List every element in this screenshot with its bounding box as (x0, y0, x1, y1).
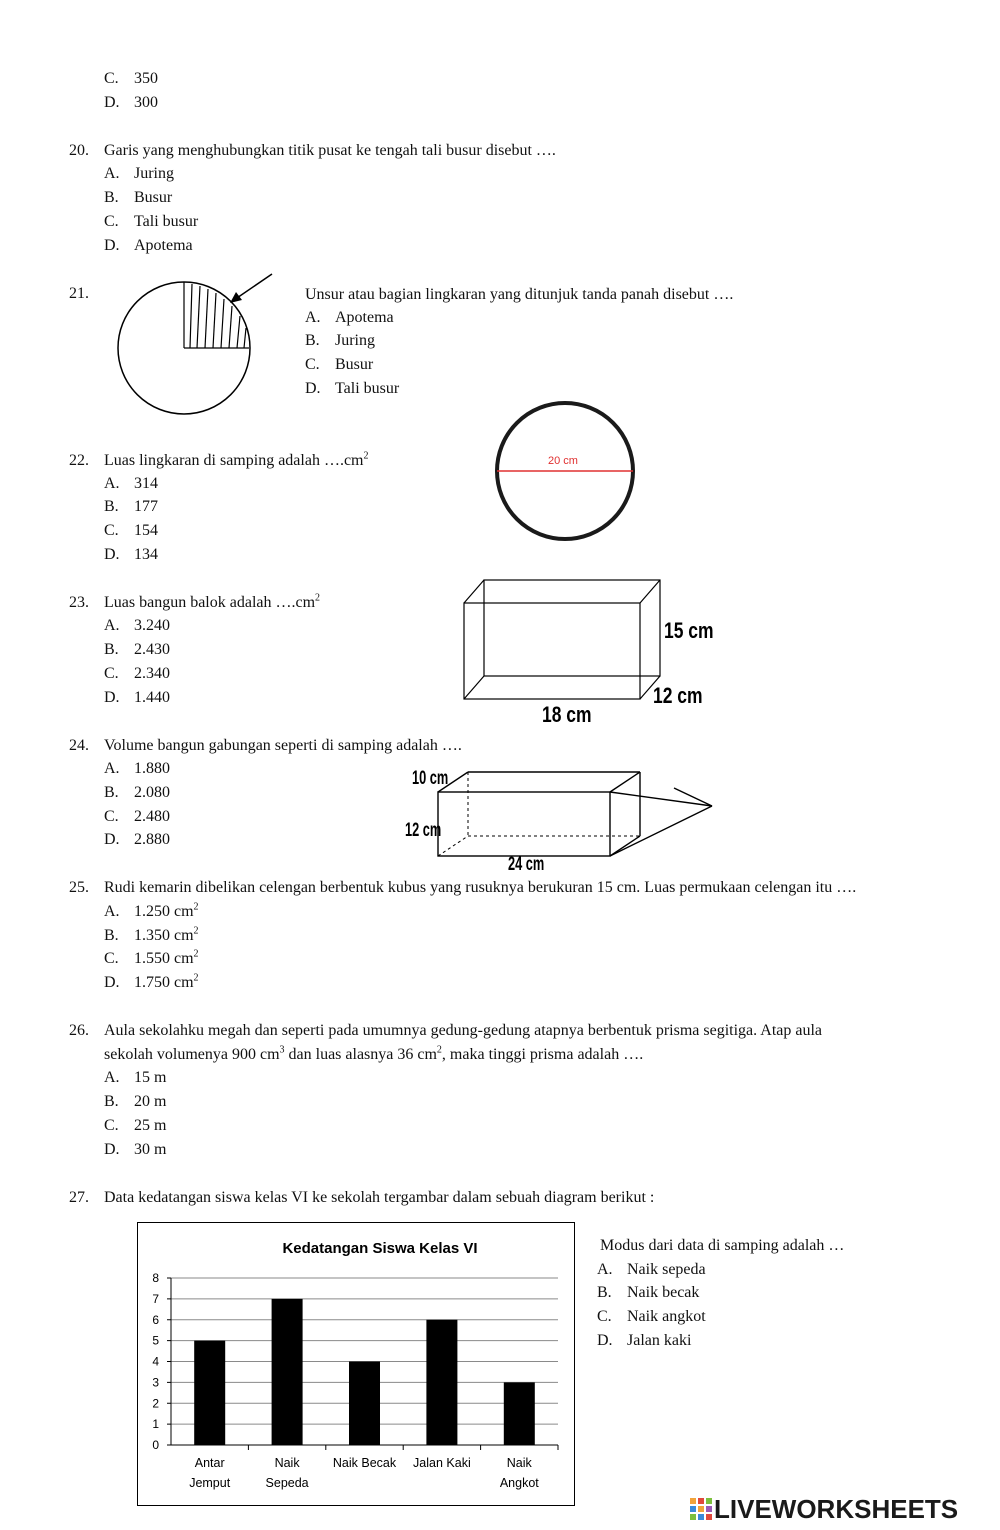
y-tick-label: 3 (152, 1375, 159, 1390)
x-tick-label: Jalan Kaki (413, 1456, 471, 1470)
bar (272, 1299, 303, 1445)
q20-option-a: A. Juring (104, 165, 174, 182)
chart-frame (137, 1222, 575, 1506)
bar (426, 1320, 457, 1445)
x-tick-label: Naik Becak (332, 1456, 397, 1470)
q26-text-line2: sekolah volumenya 900 $cm^3$ dan luas alasnya 36 $cm^2$, maka tinggi prisma adalah …. (104, 1044, 644, 1063)
y-tick-label: 6 (152, 1312, 159, 1327)
q20-option-c: C. Tali busur (104, 213, 199, 230)
q25-option-d: D. 1.750 $cm^2$ (104, 972, 199, 991)
x-tick-label: Jemput (189, 1476, 231, 1490)
x-tick-label: Sepeda (265, 1476, 309, 1490)
q23-box-figure (460, 575, 730, 735)
q23-number: 23. (69, 594, 89, 611)
bar-chart (138, 1223, 574, 1505)
q21-option-b: B. Juring (305, 332, 375, 349)
y-tick-label: 8 (152, 1271, 159, 1285)
bar (349, 1362, 380, 1446)
q21-option-a: A. Apotema (305, 309, 394, 326)
q27-option-c: C. Naik angkot (597, 1308, 706, 1325)
q25-text: Rudi kemarin dibelikan celengan berbentuk kubus yang rusuknya berukuran 15 cm. Luas permukaan celengan itu …. (104, 879, 857, 896)
liveworksheets-logo (690, 1494, 958, 1525)
x-tick-label: Naik (274, 1456, 300, 1470)
q27-question: Modus dari data di samping adalah … (600, 1237, 845, 1254)
q21-option-d: D. Tali busur (305, 380, 400, 397)
bottom-label: 24 cm (508, 853, 545, 875)
q24-composite-figure (400, 762, 720, 880)
y-tick-label: 0 (152, 1438, 159, 1452)
q22-option-a: A. 314 (104, 475, 158, 492)
chart-title: Kedatangan Siswa Kelas VI (282, 1240, 478, 1257)
q27-text: Data kedatangan siswa kelas VI ke sekolah tergambar dalam sebuah diagram berikut : (104, 1189, 655, 1206)
q26-text-line1: Aula sekolahku megah dan seperti pada umumnya gedung-gedung atapnya berbentuk prisma segitiga. Atap aula (104, 1022, 823, 1039)
q27-option-b: B. Naik becak (597, 1284, 700, 1301)
q22-option-c: C. 154 (104, 522, 158, 539)
q24-text: Volume bangun gabungan seperti di samping adalah …. (104, 737, 462, 754)
q24-option-d: D. 2.880 (104, 831, 170, 848)
q23-option-c: C. 2.340 (104, 665, 170, 682)
q23-text: Luas bangun balok adalah $\dots.cm^2$ (104, 592, 321, 611)
q24-option-b: B. 2.080 (104, 784, 170, 801)
q25-option-a: A. 1.250 $cm^2$ (104, 901, 199, 920)
q19-option-d: D. 300 (104, 94, 158, 111)
q25-number: 25. (69, 879, 89, 896)
q26-option-a: A. 15 m (104, 1069, 167, 1086)
q23-option-d: D. 1.440 (104, 689, 170, 706)
q27-option-d: D. Jalan kaki (597, 1332, 692, 1349)
q20-option-b: B. Busur (104, 189, 173, 206)
y-tick-label: 1 (152, 1417, 159, 1432)
q26-option-c: C. 25 m (104, 1117, 167, 1134)
y-tick-label: 4 (152, 1354, 159, 1369)
height-label: 15 cm (664, 619, 714, 644)
q23-option-b: B. 2.430 (104, 641, 170, 658)
q22-option-d: D. 134 (104, 546, 158, 563)
y-tick-label: 2 (152, 1396, 159, 1411)
left-label: 12 cm (405, 819, 442, 841)
arrow-icon (234, 274, 272, 300)
y-tick-label: 5 (152, 1333, 159, 1348)
q25-option-c: C. 1.550 $cm^2$ (104, 948, 199, 967)
x-tick-label: Naik (506, 1456, 532, 1470)
q22-text: Luas lingkaran di samping adalah $\dots.cm^2$ (104, 450, 369, 469)
q26-number: 26. (69, 1022, 89, 1039)
q21-circle-figure (112, 268, 282, 418)
watermark-text: LIVEWORKSHEETS (714, 1494, 959, 1524)
q21-text: Unsur atau bagian lingkaran yang ditunjuk tanda panah disebut …. (305, 286, 734, 303)
q19-option-c: C. 350 (104, 70, 158, 87)
q21-option-c: C. Busur (305, 356, 374, 373)
q22-number: 22. (69, 452, 89, 469)
q26-option-b: B. 20 m (104, 1093, 167, 1110)
q25-option-b: B. 1.350 $cm^2$ (104, 925, 199, 944)
q24-option-c: C. 2.480 (104, 808, 170, 825)
q22-option-b: B. 177 (104, 498, 158, 515)
liveworksheets-icon (690, 1498, 712, 1520)
q24-option-a: A. 1.880 (104, 760, 170, 777)
depth-label: 12 cm (653, 684, 703, 709)
bar (504, 1382, 535, 1445)
q21-number: 21. (69, 285, 89, 302)
q23-option-a: A. 3.240 (104, 617, 170, 634)
top-label: 10 cm (412, 767, 449, 789)
bar (194, 1341, 225, 1445)
length-label: 18 cm (542, 703, 592, 728)
q27-number: 27. (69, 1189, 89, 1206)
x-tick-label: Angkot (499, 1476, 539, 1490)
q27-option-a: A. Naik sepeda (597, 1261, 706, 1278)
q26-option-d: D. 30 m (104, 1141, 167, 1158)
x-tick-label: Antar (194, 1456, 225, 1470)
y-tick-label: 7 (152, 1291, 159, 1306)
q20-option-d: D. Apotema (104, 237, 193, 254)
q20-number: 20. (69, 142, 89, 159)
diameter-label: 20 cm (548, 455, 578, 467)
q22-circle-figure (492, 398, 638, 544)
q24-number: 24. (69, 737, 89, 754)
q20-text: Garis yang menghubungkan titik pusat ke tengah tali busur disebut …. (104, 142, 556, 159)
